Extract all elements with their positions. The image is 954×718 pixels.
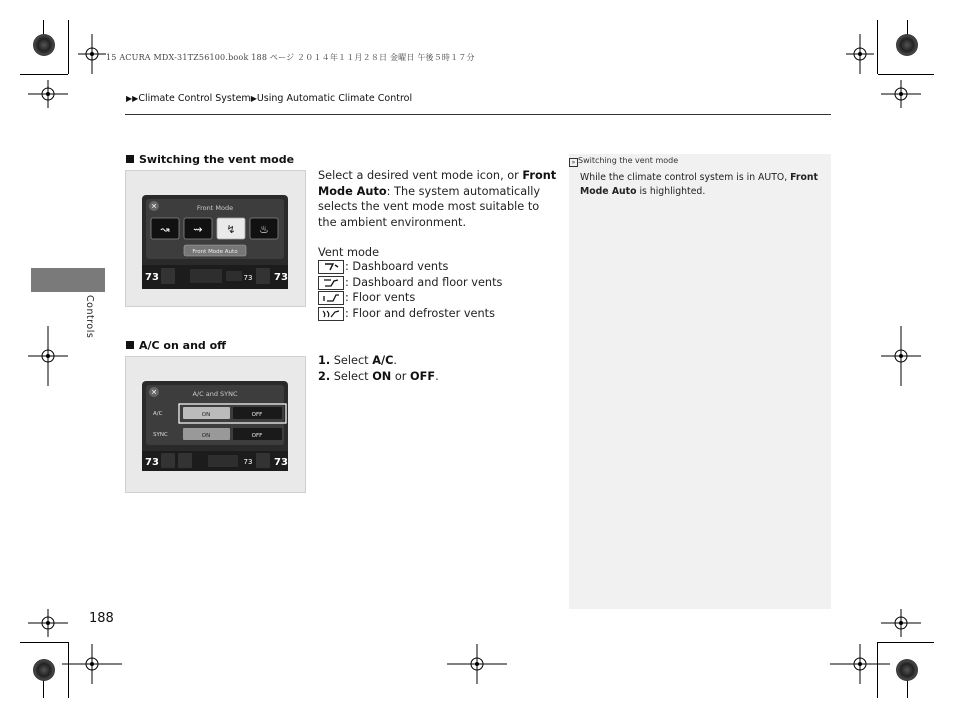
svg-text:73: 73 xyxy=(145,457,159,468)
vent-item-dashboard: : Dashboard vents xyxy=(318,260,448,274)
svg-text:↝: ↝ xyxy=(160,223,170,236)
svg-text:♨: ♨ xyxy=(259,223,269,236)
section-heading-text: Switching the vent mode xyxy=(139,153,295,166)
front-mode-auto-term: Front Mode Auto xyxy=(318,169,557,198)
svg-text:OFF: OFF xyxy=(251,433,263,439)
svg-text:ON: ON xyxy=(201,433,211,439)
svg-text:A/C and SYNC: A/C and SYNC xyxy=(192,390,238,398)
note-title: » Switching the vent mode xyxy=(569,156,678,167)
svg-text:✕: ✕ xyxy=(151,202,157,211)
breadcrumb-arrow-icon: ▶▶ xyxy=(126,94,139,103)
svg-text:73: 73 xyxy=(274,272,288,283)
ac-step-2: 2. Select ON or OFF. xyxy=(318,370,439,383)
svg-text:OFF: OFF xyxy=(251,412,263,418)
svg-text:↯: ↯ xyxy=(226,223,236,236)
svg-text:SYNC: SYNC xyxy=(153,432,168,438)
vent-item-floor-defroster: : Floor and defroster vents xyxy=(318,307,495,321)
breadcrumb-level2[interactable]: Using Automatic Climate Control xyxy=(256,93,413,104)
vent-mode-label: Vent mode xyxy=(318,246,380,259)
svg-text:A/C: A/C xyxy=(153,411,163,417)
breadcrumb-arrow-icon: ▶ xyxy=(250,94,257,103)
svg-text:73: 73 xyxy=(274,457,288,468)
vent-item-floor: : Floor vents xyxy=(318,291,415,305)
ac-step-1: 1. Select A/C. xyxy=(318,354,397,367)
svg-text:73: 73 xyxy=(243,274,253,282)
note-body: While the climate control system is in AUTO, Front Mode Auto is highlighted. xyxy=(580,172,818,197)
section-heading-text: A/C on and off xyxy=(139,339,227,352)
screen-title: Front Mode xyxy=(196,204,234,212)
svg-text:Front Mode Auto: Front Mode Auto xyxy=(192,249,238,255)
svg-text:73: 73 xyxy=(145,272,159,283)
vent-item-dashboard-floor: : Dashboard and floor vents xyxy=(318,276,502,290)
svg-text:⇝: ⇝ xyxy=(193,223,203,236)
vent-mode-intro: Select a desired vent mode icon, or Front Mode Auto: The system automatically selects the vent mode most suitable to the ambient environment. xyxy=(318,169,557,229)
chapter-tab-label: Controls xyxy=(84,295,95,339)
svg-text:ON: ON xyxy=(201,412,211,418)
print-meta-header: 15 ACURA MDX-31TZ56100.book 188 ページ ２０１４年１１月２８日 金曜日 午後５時１７分 xyxy=(106,53,475,62)
note-marker-icon: » xyxy=(569,158,578,167)
svg-text:73: 73 xyxy=(243,458,253,466)
svg-text:✕: ✕ xyxy=(151,388,157,397)
breadcrumb-level1[interactable]: Climate Control System xyxy=(138,93,251,104)
page-number: 188 xyxy=(89,611,114,626)
